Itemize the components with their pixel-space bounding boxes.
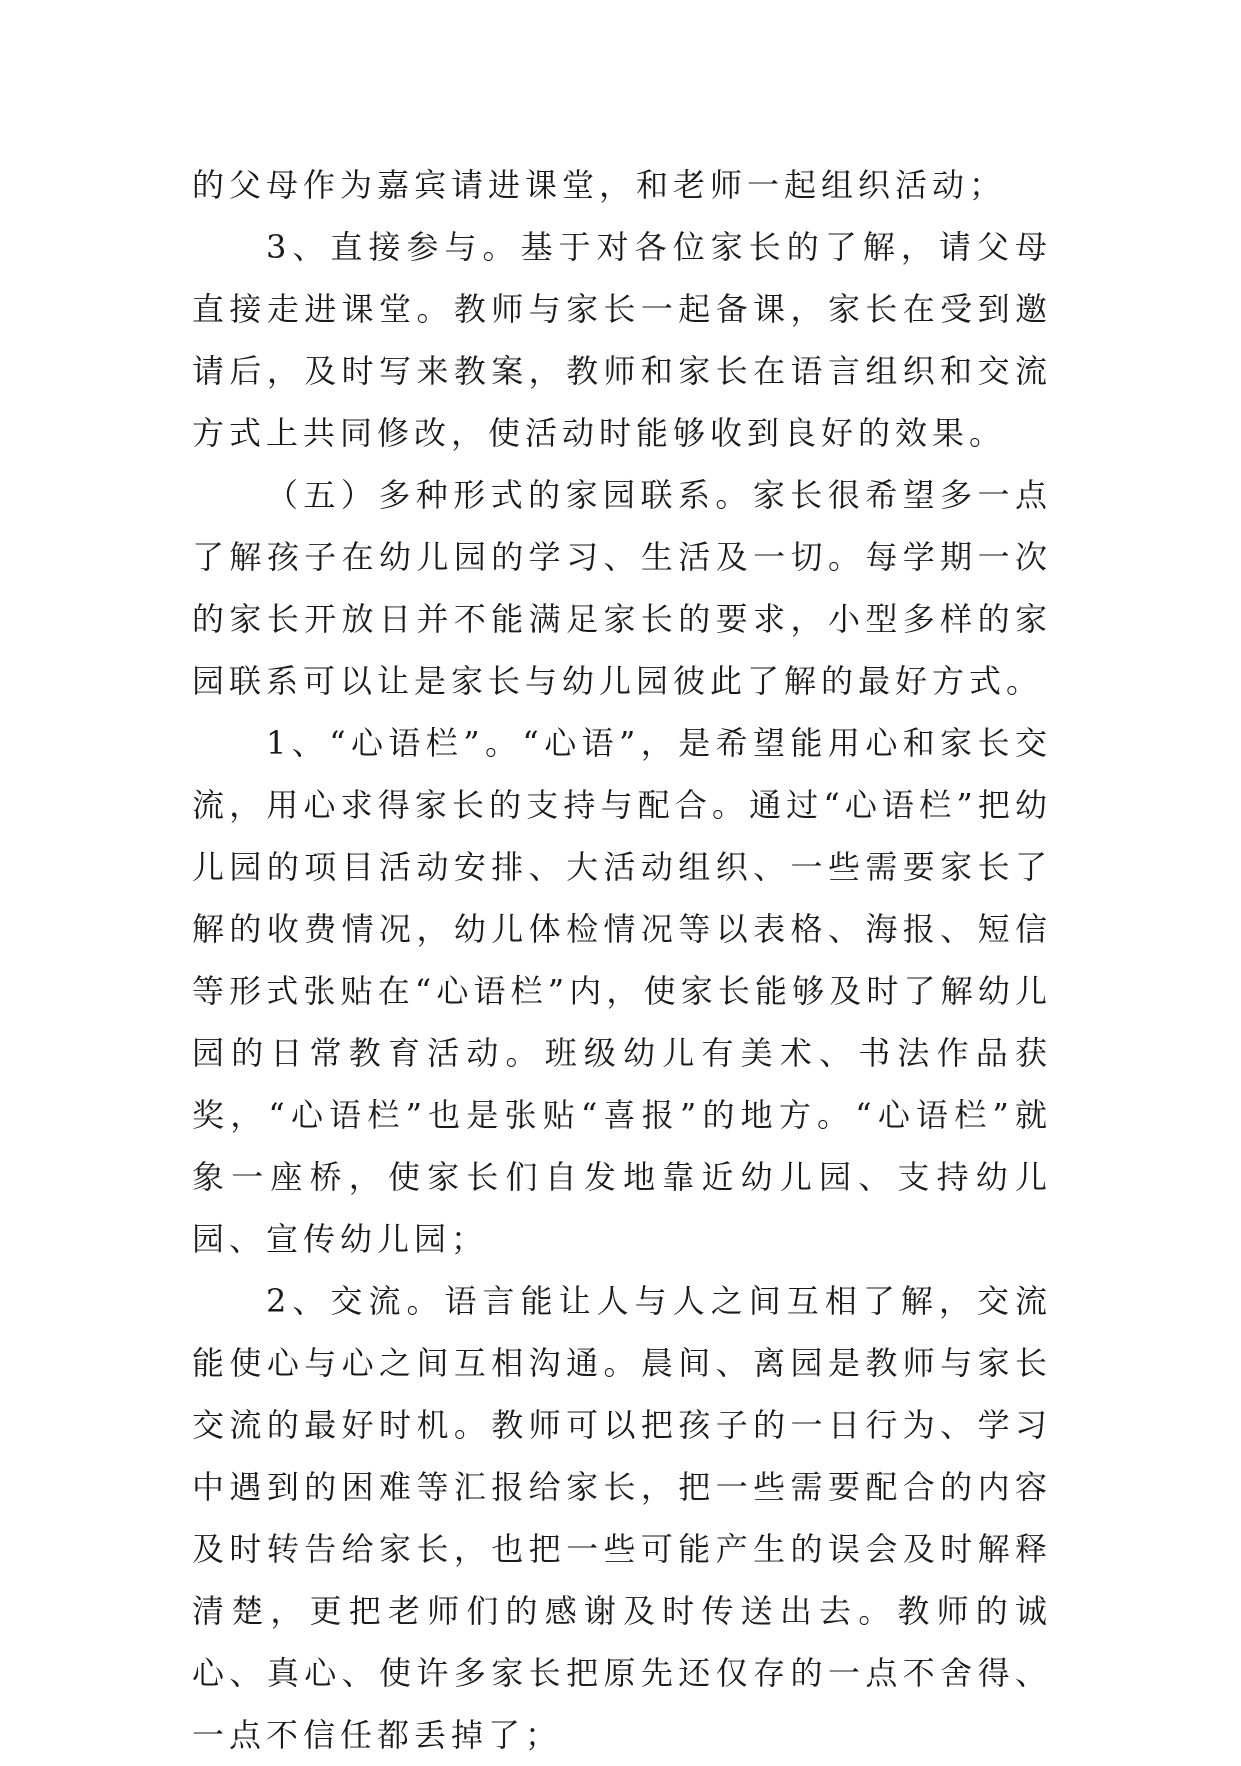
paragraph-continuation: 的父母作为嘉宾请进课堂，和老师一起组织活动；: [192, 166, 1007, 204]
paragraph-direct-participation: 3、直接参与。基于对各位家长的了解，请父母直接走进课堂。教师与家长一起备课，家长在受到邀请后，及时写来教案，教师和家长在语言组织和交流方式上共同修改，使活动时能够收到良好的效果。: [192, 228, 1052, 452]
body-text: [192, 154, 1052, 1766]
paragraph-communication: 2、交流。语言能让人与人之间互相了解，交流能使心与心之间互相沟通。晨间、离园是教师与家长交流的最好时机。教师可以把孩子的一日行为、学习中遇到的困难等汇报给家长，把一些需要配合的内容及时转告给家长，也把一些可能产生的误会及时解释清楚，更把老师们的感谢及时传送出去。教师的诚心、真心、使许多家长把原先还仅存的一点不舍得、一点不信任都丢掉了；: [192, 1282, 1052, 1754]
paragraph-home-school-contact: （五）多种形式的家园联系。家长很希望多一点了解孩子在幼儿园的学习、生活及一切。每学期一次的家长开放日并不能满足家长的要求，小型多样的家园联系可以让是家长与幼儿园彼此了解的最好方式。: [192, 476, 1052, 700]
paragraph-heart-column: 1、“心语栏”。“心语”，是希望能用心和家长交流，用心求得家长的支持与配合。通过“心语栏”把幼儿园的项目活动安排、大活动组织、一些需要家长了解的收费情况，幼儿体检情况等以表格、海报、短信等形式张贴在“心语栏”内，使家长能够及时了解幼儿园的日常教育活动。班级幼儿有美术、书法作品获奖，“心语栏”也是张贴“喜报”的地方。“心语栏”就象一座桥，使家长们自发地靠近幼儿园、支持幼儿园、宣传幼儿园；: [192, 724, 1052, 1258]
